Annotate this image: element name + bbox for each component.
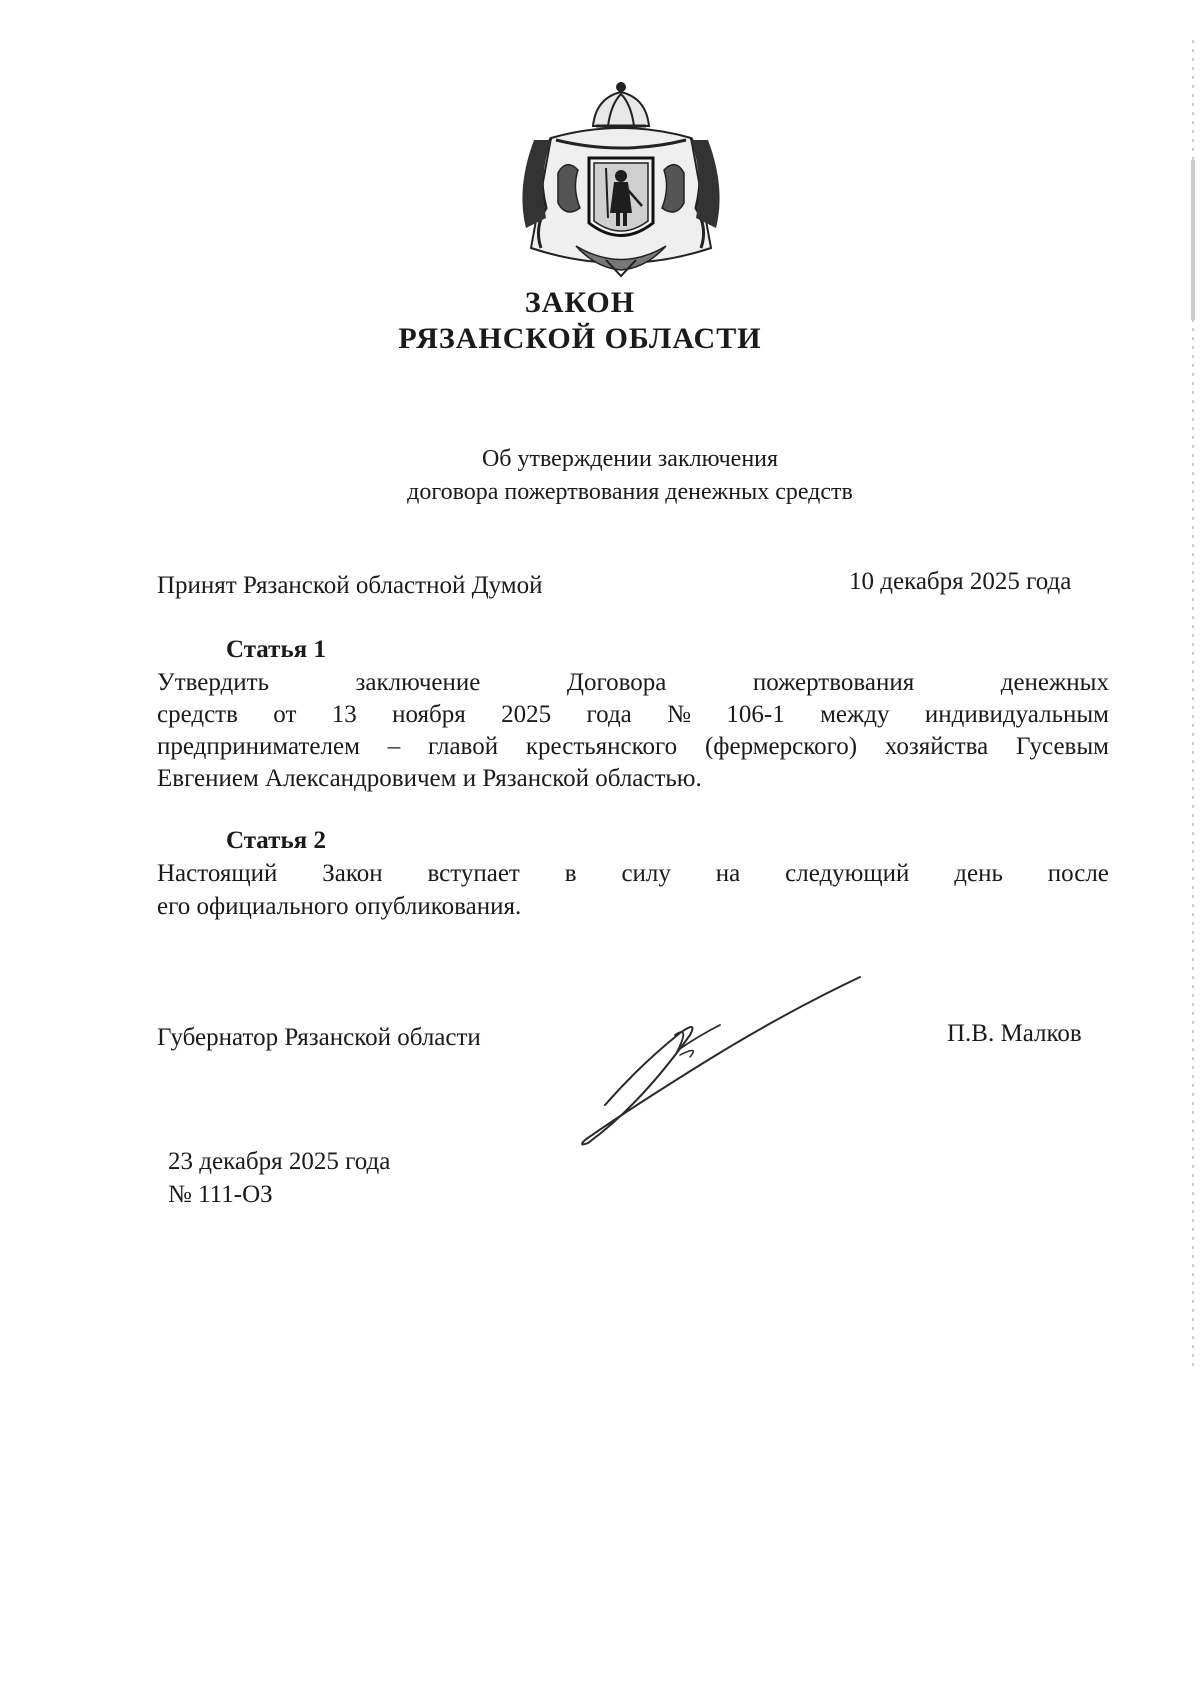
word: силу [621, 860, 671, 887]
word: денежных [1000, 669, 1109, 696]
word: Настоящий [157, 860, 278, 887]
word: главой [428, 733, 499, 760]
article-2-line-2: его официального опубликования. [157, 893, 522, 920]
scan-edge-artifact [1190, 40, 1196, 1370]
document-type-title: ЗАКОН [524, 286, 636, 319]
word: крестьянского [525, 733, 678, 760]
word: следующий [785, 860, 910, 887]
word: пожертвования [752, 669, 915, 696]
adopted-by: Принят Рязанской областной Думой [157, 572, 543, 599]
subject-line-1: Об утверждении заключения [481, 446, 779, 472]
word: от [273, 701, 297, 728]
word: Договора [566, 669, 667, 696]
word: индивидуальным [924, 701, 1109, 728]
word: вступает [427, 860, 520, 887]
word: средств [157, 701, 238, 728]
word: 2025 [501, 701, 552, 728]
article-1-line-1 [157, 667, 1109, 699]
word: между [820, 701, 890, 728]
word: ноября [392, 701, 466, 728]
word: Утвердить [157, 669, 269, 696]
article-2-heading: Статья 2 [226, 827, 326, 854]
word: года [586, 701, 632, 728]
word: 106-1 [726, 701, 785, 728]
law-number: № 111-ОЗ [168, 1181, 273, 1208]
word: день [954, 860, 1003, 887]
article-1-heading: Статья 1 [226, 636, 326, 663]
word: № [667, 701, 691, 728]
article-1-line-3 [157, 731, 1109, 763]
word: хозяйства [884, 733, 989, 760]
subject-line-2: договора пожертвования денежных средств [407, 479, 853, 505]
article-1-line-2 [157, 699, 1109, 731]
word: Гусевым [1016, 733, 1109, 760]
word: в [564, 860, 577, 887]
word: предпринимателем [157, 733, 360, 760]
handwritten-signature [580, 975, 880, 1155]
article-2-line-1 [157, 858, 1109, 890]
signing-date: 23 декабря 2025 года [168, 1148, 391, 1175]
adoption-date: 10 декабря 2025 года [849, 568, 1072, 595]
signatory-name: П.В. Малков [947, 1020, 1082, 1047]
word: после [1047, 860, 1109, 887]
word: (фермерского) [704, 733, 858, 760]
word: на [715, 860, 741, 887]
issuer-title: РЯЗАНСКОЙ ОБЛАСТИ [398, 322, 762, 355]
word: Закон [322, 860, 383, 887]
article-1-line-4: Евгением Александровичем и Рязанской областью. [157, 765, 702, 792]
ryazan-coat-of-arms-icon [496, 78, 746, 278]
word: 13 [331, 701, 357, 728]
word: заключение [355, 669, 481, 696]
signatory-position: Губернатор Рязанской области [157, 1024, 481, 1051]
word: – [387, 733, 401, 760]
